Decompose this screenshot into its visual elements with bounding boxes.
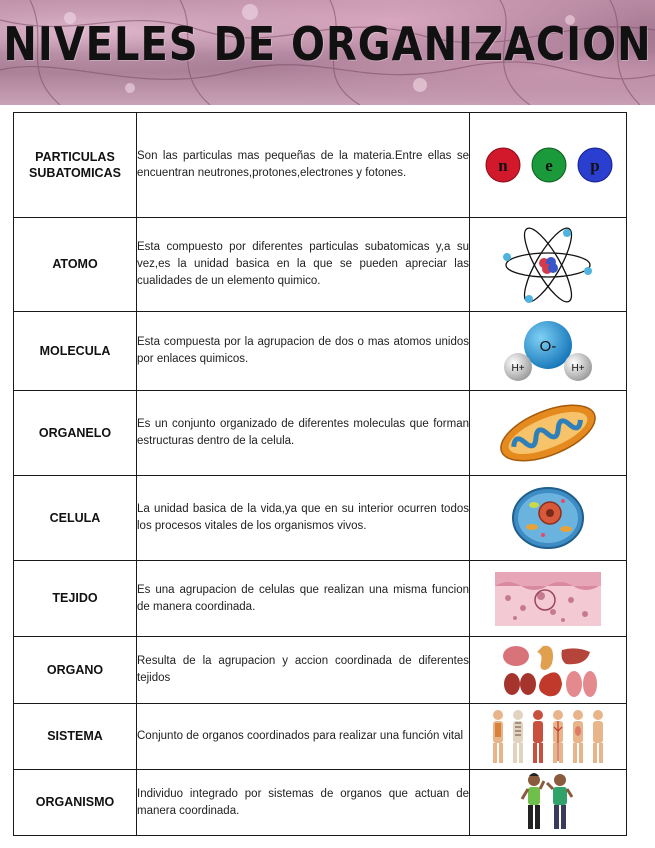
level-description: Esta compuesto por diferentes particulas subatomicas y,a su vez,es la unidad basica en la que se pueden apreciar las cualidades de un elemento quimico. xyxy=(137,218,470,312)
table-row xyxy=(14,770,627,836)
hydrogen-left-label: H+ xyxy=(511,363,525,374)
level-label: MOLECULA xyxy=(14,312,137,391)
level-label-line-1: PARTICULAS xyxy=(35,149,115,164)
level-label: TEJIDO xyxy=(14,561,137,637)
organization-levels-table xyxy=(13,112,627,836)
organs-icon xyxy=(498,640,598,700)
proton-symbol: p xyxy=(590,156,600,175)
level-description: Resulta de la agrupacion y accion coordinada de diferentes tejidos xyxy=(137,637,470,704)
table-row xyxy=(14,637,627,704)
level-label xyxy=(14,113,137,218)
table-row xyxy=(14,113,627,218)
organism-icon xyxy=(518,772,578,834)
neutron-symbol: n xyxy=(498,156,508,175)
table-row xyxy=(14,561,627,637)
oxygen-label: O- xyxy=(539,338,557,355)
page-title: NIVELES DE ORGANIZACION xyxy=(3,18,652,72)
hydrogen-right-label: H+ xyxy=(571,363,585,374)
level-description: Individuo integrado por sistemas de organos que actuan de manera coordinada. xyxy=(137,770,470,836)
level-label-line-2: SUBATOMICAS xyxy=(29,166,121,180)
table-row xyxy=(14,218,627,312)
body-systems-icon xyxy=(488,707,608,767)
level-label: SISTEMA xyxy=(14,704,137,770)
level-label: ATOMO xyxy=(14,218,137,312)
tissue-icon xyxy=(493,568,603,630)
level-description: Conjunto de organos coordinados para realizar una función vital xyxy=(137,704,470,770)
electron-symbol: e xyxy=(545,156,553,175)
level-description: La unidad basica de la vida,ya que en su interior ocurren todos los procesos vitales de los organismos vivos. xyxy=(137,476,470,561)
subatomic-particles-icon xyxy=(478,135,618,195)
atom-icon xyxy=(493,225,603,305)
table-row xyxy=(14,391,627,476)
level-description: Esta compuesta por la agrupacion de dos o mas atomos unidos por enlaces quimicos. xyxy=(137,312,470,391)
level-description: Es un conjunto organizado de diferentes moleculas que forman estructuras dentro de la celula. xyxy=(137,391,470,476)
table-row xyxy=(14,704,627,770)
level-description: Es una agrupacion de celulas que realizan una misma funcion de manera coordinada. xyxy=(137,561,470,637)
table-row xyxy=(14,476,627,561)
level-label: ORGANELO xyxy=(14,391,137,476)
level-description: Son las particulas mas pequeñas de la materia.Entre ellas se encuentran neutrones,protones,electrones y fotones. xyxy=(137,113,470,218)
table-row xyxy=(14,312,627,391)
water-molecule-icon xyxy=(498,317,598,385)
level-label: CELULA xyxy=(14,476,137,561)
animal-cell-icon xyxy=(508,483,588,553)
mitochondria-icon xyxy=(493,398,603,468)
level-label: ORGANO xyxy=(14,637,137,704)
level-label: ORGANISMO xyxy=(14,770,137,836)
header-banner xyxy=(0,0,655,105)
